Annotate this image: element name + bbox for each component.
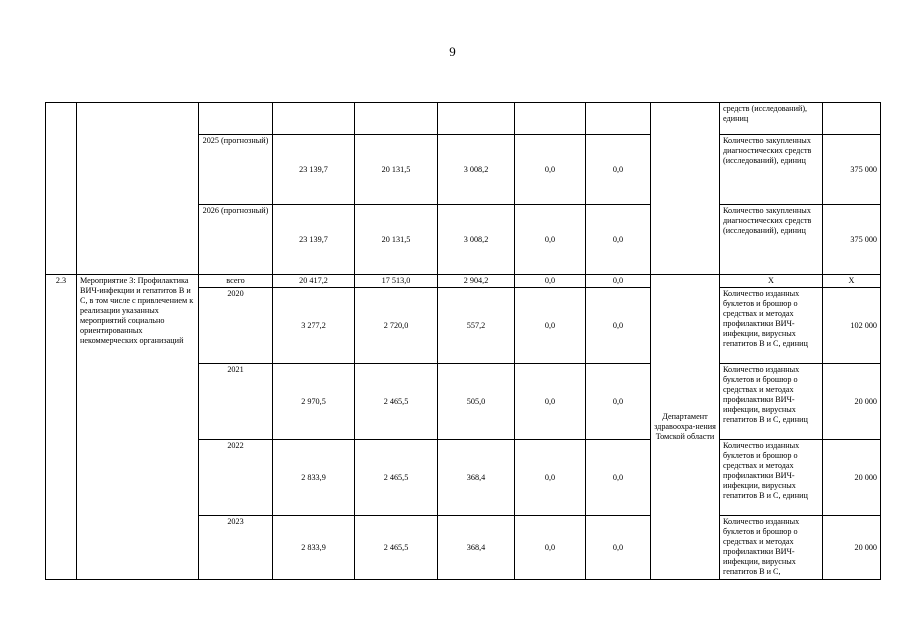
executor-cell-empty	[651, 103, 720, 275]
year-cell	[199, 103, 273, 135]
local-cell: 0,0	[515, 288, 586, 364]
total-cell: 3 277,2	[273, 288, 355, 364]
federal-cell: 2 465,5	[355, 516, 438, 580]
extra-cell: 0,0	[586, 288, 651, 364]
total-cell: 2 833,9	[273, 516, 355, 580]
regional-cell: 368,4	[438, 440, 515, 516]
local-cell: 0,0	[515, 516, 586, 580]
year-cell: 2023	[199, 516, 273, 580]
regional-cell: 3 008,2	[438, 135, 515, 205]
number-cell-empty	[46, 103, 77, 275]
extra-cell: 0,0	[586, 275, 651, 288]
regional-cell: 557,2	[438, 288, 515, 364]
federal-cell: 20 131,5	[355, 205, 438, 275]
federal-cell: 2 720,0	[355, 288, 438, 364]
regional-cell: 505,0	[438, 364, 515, 440]
local-cell: 0,0	[515, 275, 586, 288]
local-cell: 0,0	[515, 135, 586, 205]
indicator-cell: средств (исследований), единиц	[720, 103, 823, 135]
federal-cell: 2 465,5	[355, 440, 438, 516]
value-cell: 20 000	[823, 364, 881, 440]
regional-cell: 2 904,2	[438, 275, 515, 288]
regional-cell	[438, 103, 515, 135]
year-cell: 2026 (прогнозный)	[199, 205, 273, 275]
value-cell: 102 000	[823, 288, 881, 364]
extra-cell: 0,0	[586, 364, 651, 440]
year-cell: 2021	[199, 364, 273, 440]
total-cell: 23 139,7	[273, 135, 355, 205]
indicator-cell: Количество закупленных диагностических средств (исследований), единиц	[720, 135, 823, 205]
measure-name: Мероприятие 3: Профилактика ВИЧ-инфекции и гепатитов В и С, в том числе с привлечением к реализации указанных мероприятий социально ориентированных некоммерческих организаций	[77, 275, 199, 580]
total-cell: 2 833,9	[273, 440, 355, 516]
total-cell: 20 417,2	[273, 275, 355, 288]
executor-cell: Департамент здравоохра-нения Томской области	[651, 275, 720, 580]
total-cell	[273, 103, 355, 135]
value-cell: 375 000	[823, 205, 881, 275]
extra-cell: 0,0	[586, 440, 651, 516]
regional-cell: 3 008,2	[438, 205, 515, 275]
program-table	[45, 102, 881, 580]
table-row-summary	[46, 275, 881, 288]
value-cell: Х	[823, 275, 881, 288]
name-cell-empty	[77, 103, 199, 275]
regional-cell: 368,4	[438, 516, 515, 580]
total-cell: 23 139,7	[273, 205, 355, 275]
local-cell	[515, 103, 586, 135]
indicator-cell: Х	[720, 275, 823, 288]
indicator-cell: Количество изданных буклетов и брошюр о средствах и методах профилактики ВИЧ-инфекции, вирусных гепатитов В и С, единиц	[720, 288, 823, 364]
measure-number: 2.3	[46, 275, 77, 580]
year-cell: 2020	[199, 288, 273, 364]
year-cell: 2025 (прогнозный)	[199, 135, 273, 205]
extra-cell: 0,0	[586, 516, 651, 580]
extra-cell: 0,0	[586, 205, 651, 275]
page-number: 9	[449, 44, 456, 59]
value-cell: 20 000	[823, 516, 881, 580]
value-cell: 20 000	[823, 440, 881, 516]
value-cell: 375 000	[823, 135, 881, 205]
total-cell: 2 970,5	[273, 364, 355, 440]
federal-cell	[355, 103, 438, 135]
extra-cell	[586, 103, 651, 135]
value-cell	[823, 103, 881, 135]
local-cell: 0,0	[515, 364, 586, 440]
federal-cell: 20 131,5	[355, 135, 438, 205]
federal-cell: 2 465,5	[355, 364, 438, 440]
extra-cell: 0,0	[586, 135, 651, 205]
indicator-cell: Количество изданных буклетов и брошюр о средствах и методах профилактики ВИЧ-инфекции, вирусных гепатитов В и С, единиц	[720, 364, 823, 440]
local-cell: 0,0	[515, 205, 586, 275]
indicator-cell: Количество закупленных диагностических средств (исследований), единиц	[720, 205, 823, 275]
year-cell: 2022	[199, 440, 273, 516]
local-cell: 0,0	[515, 440, 586, 516]
indicator-cell: Количество изданных буклетов и брошюр о средствах и методах профилактики ВИЧ-инфекции, вирусных гепатитов В и С,	[720, 516, 823, 580]
indicator-cell: Количество изданных буклетов и брошюр о средствах и методах профилактики ВИЧ-инфекции, вирусных гепатитов В и С, единиц	[720, 440, 823, 516]
federal-cell: 17 513,0	[355, 275, 438, 288]
table-row	[46, 103, 881, 135]
year-cell: всего	[199, 275, 273, 288]
